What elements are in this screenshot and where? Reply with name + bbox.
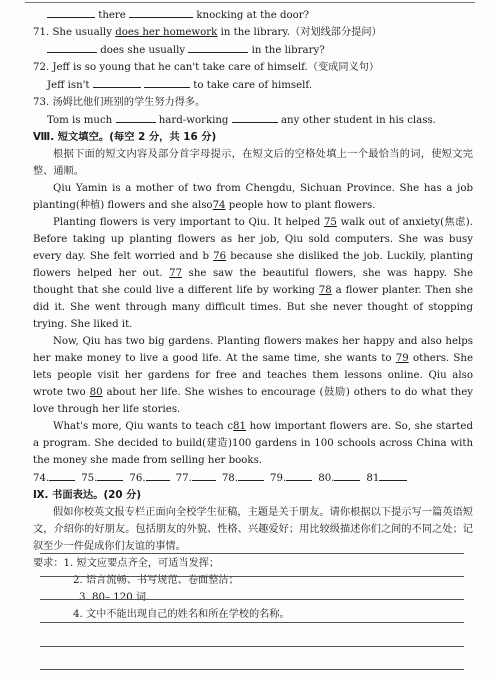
q72-answer-line <box>33 76 473 94</box>
p1-end: people how to plant flowers. <box>228 200 376 211</box>
answer-blank[interactable] <box>238 469 264 481</box>
requirements-1: 要求：1. 短文应要点齐全，可适当发挥； <box>33 558 220 569</box>
answer-blank[interactable] <box>379 469 407 481</box>
p4-text-b: how important flowers are. So, she started a program. She decided to build(建造)100 gardens in 100 schools across China with the money she made from selling her books. <box>33 421 473 466</box>
answer-76[interactable] <box>129 469 169 487</box>
q72-text-b: to take care of himself. <box>193 80 313 91</box>
answer-row <box>33 469 473 487</box>
q71-prefix: 71. She usually <box>33 27 116 38</box>
q72-text-a: Jeff isn't <box>47 80 90 91</box>
writing-line[interactable] <box>40 646 464 647</box>
section9-title: Ⅸ. 书面表达。(20 分) <box>33 489 142 501</box>
answer-label: 76. <box>129 473 146 484</box>
answer-blank[interactable] <box>47 6 95 18</box>
answer-75[interactable] <box>81 469 123 487</box>
section9-prompt: 假如你校英文报专栏正面向全校学生征稿，主题是关于朋友。请你根据以下提示写一篇英语短文，介绍你的好朋友。包括朋友的外貌、性格、兴趣爱好；用比较级描述你们之间的不同之处；记叙至少一件促成你们友谊的事情。 <box>33 507 473 552</box>
blank-77: 77 <box>169 268 183 279</box>
answer-blank[interactable] <box>47 41 97 53</box>
exam-page <box>33 0 473 623</box>
q70-line <box>33 6 473 24</box>
passage-p3 <box>33 333 473 418</box>
answer-label: 78. <box>221 473 239 484</box>
answer-blank[interactable] <box>232 111 278 123</box>
answer-80[interactable] <box>318 469 360 487</box>
q73-text-a: Tom is much <box>47 115 113 126</box>
passage-p1 <box>33 180 473 214</box>
blank-74: 74 <box>212 200 226 211</box>
answer-77[interactable] <box>176 469 216 487</box>
q71 <box>33 24 473 41</box>
answer-blank[interactable] <box>129 6 193 18</box>
section8-instructions: 根据下面的短文内容及部分首字母提示，在短文后的空格处填上一个最恰当的词，使短文完整、通顺。 <box>33 149 473 177</box>
p2-text-a: Planting flowers is very important to Qiu. It helped <box>53 217 321 228</box>
answer-blank[interactable] <box>49 469 75 481</box>
blank-76: 76 <box>213 251 227 262</box>
p3-text-a: Now, Qiu has two big gardens. Planting flowers makes her happy and also helps her make money to live a good life. At the same time, she wants to <box>33 336 473 364</box>
answer-blank[interactable] <box>188 41 248 53</box>
answer-label: 75. <box>81 473 98 484</box>
answer-blank[interactable] <box>97 469 123 481</box>
passage-p2 <box>33 214 473 333</box>
answer-label: 80. <box>318 473 335 484</box>
q73-answer-line <box>33 111 473 129</box>
answer-label: 81 <box>366 473 380 484</box>
q71-text-b: in the library? <box>251 45 325 56</box>
q72: 72. Jeff is so young that he can't take care of himself.（变成同义句） <box>33 62 380 73</box>
blank-78: 78 <box>318 285 332 296</box>
blank-75: 75 <box>323 217 337 228</box>
p2-text-d: she saw the beautiful flowers, she was happy. She thought that she could live a different life by working <box>33 268 473 296</box>
p2-text-c: because she disliked the job. Luckily, planting flowers helped her out. <box>33 251 473 279</box>
answer-blank[interactable] <box>116 111 156 123</box>
requirements-2: 2. 语言流畅、书写规范、卷面整洁； <box>73 575 239 586</box>
answer-blank[interactable] <box>334 469 360 481</box>
q73: 73. 汤姆比他们班别的学生努力得多。 <box>33 97 206 108</box>
writing-line[interactable] <box>40 599 464 600</box>
passage-p4 <box>33 418 473 469</box>
answer-blank[interactable] <box>93 76 141 88</box>
writing-line[interactable] <box>40 622 464 623</box>
answer-74[interactable] <box>33 469 75 487</box>
q73-text-b: hard-working <box>158 115 229 126</box>
p3-text-b: others. She lets people visit her gardens for free and teaches them lessons online. Qiu also wrote two <box>33 353 473 398</box>
q71-text-a: does she usually <box>100 45 186 56</box>
blank-79: 79 <box>395 353 409 364</box>
answer-blank[interactable] <box>192 469 216 481</box>
answer-81[interactable] <box>366 469 407 487</box>
q70-word2: knocking at the door? <box>196 10 310 21</box>
q71-answer-line <box>33 41 473 59</box>
answer-label: 79. <box>270 473 287 484</box>
answer-label: 74. <box>33 473 50 484</box>
section8-title: Ⅷ. 短文填空。(每空 2 分，共 16 分) <box>33 131 217 143</box>
blank-81: 81 <box>233 421 246 432</box>
p4-text-a: What's more, Qiu wants to teach c <box>53 421 234 432</box>
answer-blank[interactable] <box>286 469 312 481</box>
answer-blank[interactable] <box>144 76 190 88</box>
p2-text-e: a flower planter. Then she did it. She went through many difficult times. But she never thought of stopping trying. She liked it. <box>33 285 474 330</box>
q73-text-c: any other student in his class. <box>280 115 436 126</box>
q70-word1: there <box>98 10 126 21</box>
answer-78[interactable] <box>222 469 264 487</box>
p2-text-b: walk out of anxiety(焦虑). Before taking up planting flowers as her job, Qiu sold computers. She was busy every day. She felt worried and b <box>33 217 473 262</box>
writing-line[interactable] <box>40 553 464 554</box>
requirements-4: 4. 文中不能出现自己的姓名和所在学校的名称。 <box>73 609 290 620</box>
requirements-3: 3. 80– 120 词. <box>79 592 150 603</box>
p1-text: Qiu Yamin is a mother of two from Chengdu, Sichuan Province. She has a job planting(种植) flowers and she also <box>33 183 473 211</box>
q71-underlined: does her homework <box>115 27 218 38</box>
answer-blank[interactable] <box>146 469 170 481</box>
p3-text-c: about her life. She wishes to encourage (鼓励) others to do what they love through her life stories. <box>33 387 473 415</box>
answer-label: 77. <box>175 473 192 484</box>
writing-line[interactable] <box>40 576 464 577</box>
writing-line[interactable] <box>40 669 464 670</box>
answer-79[interactable] <box>270 469 312 487</box>
q71-suffix: in the library.（对划线部分提问） <box>217 27 382 38</box>
blank-80: 80 <box>89 387 103 398</box>
